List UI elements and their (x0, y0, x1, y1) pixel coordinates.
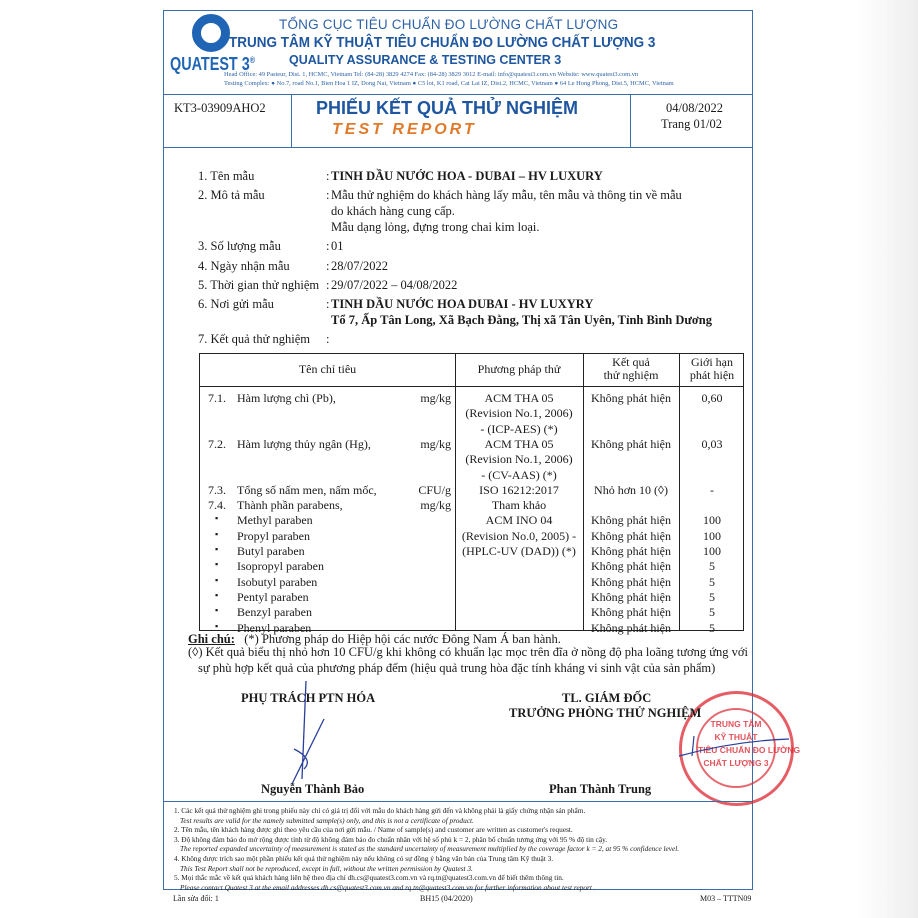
report-title-band (164, 94, 752, 148)
disclaimer-vi: 5. Mọi thắc mắc về kết quả khách hàng liên hệ theo địa chỉ dh.cs@quatest3.com.vn và rq.tn@quatest3.com.vn để biết thêm thông tin. (174, 873, 564, 883)
row-name: Hàm lượng thủy ngân (Hg), (237, 436, 371, 451)
note-2-cont: sự phù hợp kết quả của phương pháp đếm (hiệu quả trung hòa đặc tính kháng vi sinh vật của sản phẩm) (198, 661, 716, 675)
row-name: Thành phần parabens, (237, 498, 343, 513)
row-limit: 100 (703, 528, 721, 543)
stamp-text: KỸ THUẬT (714, 732, 758, 742)
bullet: ▪ (215, 559, 219, 570)
field-label: 7. Kết quả thử nghiệm (198, 332, 310, 346)
disclaimer-en: Test results are valid for the namely submitted sample(s) only, and this is not a certificate of product. (180, 815, 474, 825)
q-logo-icon (192, 14, 230, 52)
table-row (200, 406, 743, 421)
field-colon: : (326, 332, 330, 346)
field-value: Mẫu thử nghiệm do khách hàng lấy mẫu, tên mẫu và thông tin về mẫu (331, 188, 682, 202)
table-row (200, 544, 743, 559)
row-name: Propyl paraben (237, 528, 310, 543)
header-limit: Giới hạn phát hiện (689, 355, 735, 382)
row-number: 7.4. (208, 498, 226, 513)
table-row (200, 559, 743, 574)
row-result: Không phát hiện (591, 574, 671, 589)
row-name: Methyl paraben (237, 513, 313, 528)
header-method: Phương pháp thử (477, 362, 561, 376)
table-row (200, 605, 743, 620)
row-method: ISO 16212:2017 (479, 482, 559, 497)
table-row (200, 483, 743, 498)
bullet: ▪ (215, 513, 219, 524)
bullet: ▪ (215, 544, 219, 554)
row-name: Pentyl paraben (237, 589, 309, 604)
disclaimer-vi: 3. Độ không đảm bảo đo mở rộng được tính từ độ không đảm bảo đo chuẩn nhân với hệ số phủ k = 2, phân bố chuẩn tương ứng với 95 % độ tin cậy. (174, 834, 608, 844)
center-name-en: QUALITY ASSURANCE & TESTING CENTER 3 (289, 53, 562, 67)
row-unit: mg/kg (420, 391, 451, 405)
row-result: Không phát hiện (591, 391, 671, 405)
row-limit: 0,03 (701, 436, 723, 451)
row-limit: 0,60 (701, 391, 723, 405)
row-method: ACM INO 04 (485, 513, 553, 528)
row-name: Benzyl paraben (237, 605, 312, 620)
table-row (200, 575, 743, 590)
table-row (200, 513, 743, 528)
stamp-text: TRUNG TÂM (710, 719, 762, 729)
disclaimer-en: The reported expanded uncertainty of measurement is stated as the standard uncertainty of measurement multiplied by the coverage factor k = 2, at 95 % confidence level. (180, 844, 680, 854)
center-name-vi: TRUNG TÂM KỸ THUẬT TIÊU CHUẨN ĐO LƯỜNG CHẤT LƯỢNG 3 (229, 34, 656, 51)
table-row (200, 498, 743, 513)
row-limit: 5 (709, 620, 715, 635)
row-method: ACM THA 05 (484, 436, 554, 451)
table-row (200, 590, 743, 605)
bullet: ▪ (215, 589, 219, 600)
field-label: 1. Tên mẫu (198, 169, 255, 183)
field-value-line2: do khách hàng cung cấp. (331, 204, 455, 218)
page-edge-shadow (768, 0, 918, 918)
field-value-line3: Mẫu dạng lỏng, đựng trong chai kim loại. (331, 220, 540, 234)
row-name: Hàm lượng chì (Pb), (237, 391, 336, 405)
field-label: 3. Số lượng mẫu (198, 239, 281, 253)
row-number: 7.3. (208, 482, 226, 497)
report-title-vi: PHIẾU KẾT QUẢ THỬ NGHIỆM (316, 98, 578, 118)
row-name: Isopropyl paraben (237, 559, 324, 574)
field-colon: : (326, 169, 330, 183)
field-value: 29/07/2022 – 04/08/2022 (331, 278, 458, 292)
row-limit: 5 (709, 574, 715, 589)
row-method: (Revision No.0, 2005) - (461, 528, 577, 543)
left-signatory-title: PHỤ TRÁCH PTN HÓA (241, 691, 376, 705)
field-label: 2. Mô tả mẫu (198, 188, 265, 202)
row-method: ACM THA 05 (484, 391, 554, 405)
field-label: 4. Ngày nhận mẫu (198, 259, 290, 273)
row-result: Không phát hiện (591, 544, 671, 558)
row-name: Isobutyl paraben (237, 574, 318, 589)
disclaimer-en: Please contact Quatest 3 at the email addresses dh.cs@quatest3.com.vn and rq.tn@quatest3.com.vn for further information about test report . (180, 882, 596, 892)
right-signatory-dept: TRƯỞNG PHÒNG THỬ NGHIỆM (509, 706, 702, 720)
field-colon: : (326, 278, 330, 292)
row-method: (HPLC-UV (DAD)) (*) (462, 544, 576, 558)
row-unit: mg/kg (420, 436, 451, 451)
row-result: Không phát hiện (591, 513, 671, 528)
note-2: (◊) Kết quả biểu thị nhỏ hơn 10 CFU/g khi không có khuẩn lạc mọc trên đĩa ở nồng độ pha loãng tương ứng với (188, 645, 748, 659)
row-unit: mg/kg (420, 498, 451, 513)
row-limit: 100 (703, 513, 721, 528)
row-number: 7.2. (208, 436, 226, 451)
row-method: Tham khảo (491, 498, 547, 513)
head-office-address: Head Office: 49 Pasteur, Dist. 1, HCMC, Vietnam Tel: (84-28) 3829 4274 Fax: (84-28) 3829 3012 E-mail: info@quatest3.com.vn Website: www.quatest3.com.vn (224, 71, 639, 78)
bullet: ▪ (215, 620, 219, 631)
row-result: Nhỏ hơn 10 (◊) (594, 482, 668, 497)
header-result: Kết quả thử nghiệm (603, 355, 659, 382)
doc-code: M03 – TTTN09 (700, 894, 752, 903)
right-signature (674, 731, 801, 761)
page-number: Trang 01/02 (661, 117, 723, 131)
table-row (200, 437, 743, 452)
row-method: (Revision No.1, 2006) (465, 452, 573, 467)
field-value: 28/07/2022 (331, 259, 388, 273)
report-code: KT3-03909AHO2 (174, 101, 266, 115)
row-result: Không phát hiện (591, 528, 671, 543)
row-name: Phenyl paraben (237, 620, 312, 635)
table-row (200, 391, 743, 406)
revision: Lần sửa đổi: 1 (173, 894, 219, 903)
row-method: - (CV-AAS) (*) (481, 467, 557, 482)
table-row (200, 529, 743, 544)
row-limit: 5 (709, 605, 715, 620)
row-unit: CFU/g (418, 482, 451, 497)
left-signatory-name: Nguyễn Thành Bảo (261, 782, 365, 796)
header-name: Tên chỉ tiêu (298, 362, 357, 376)
row-result: Không phát hiện (591, 559, 671, 574)
field-value: TINH DẦU NƯỚC HOA - DUBAI – HV LUXURY (331, 169, 603, 183)
logo-text: QUATEST 3® (170, 54, 256, 74)
right-signatory-name: Phan Thành Trung (549, 782, 652, 796)
results-table (199, 353, 744, 635)
field-value: 01 (331, 239, 344, 253)
table-row (200, 422, 743, 437)
disclaimer-en: This Test Report shall not be reproduced, except in full, without the written permission by Quatest 3. (180, 863, 473, 873)
field-value-line2: Tổ 7, Ấp Tân Long, Xã Bạch Đằng, Thị xã Tân Uyên, Tỉnh Bình Dương (331, 313, 712, 327)
field-label: 6. Nơi gửi mẫu (198, 297, 274, 311)
stamp-text: TIÊU CHUẨN ĐO LƯỜNG (698, 745, 801, 755)
row-result: Không phát hiện (591, 589, 671, 604)
field-label: 5. Thời gian thử nghiệm (198, 278, 320, 292)
disclaimers (164, 801, 752, 891)
field-colon: : (326, 239, 330, 253)
bullet: ▪ (215, 574, 219, 585)
right-signatory-title: TL. GIÁM ĐỐC (562, 691, 652, 705)
notes: Ghi chú: (*) Phương pháp do Hiệp hội các nước Đông Nam Á ban hành. (188, 632, 561, 646)
row-result: Không phát hiện (591, 436, 671, 451)
row-limit: - (710, 482, 714, 497)
row-limit: 5 (709, 559, 715, 574)
report-date: 04/08/2022 (666, 101, 723, 115)
stamp-text: CHẤT LƯỢNG 3 (703, 758, 769, 768)
disclaimer-vi: 1. Các kết quả thử nghiệm ghi trong phiếu này chỉ có giá trị đối với mẫu do khách hàng gửi đến và không phải là giấy chứng nhận sản phẩm. (174, 806, 586, 815)
test-report-sheet (163, 10, 801, 892)
table-row (200, 468, 743, 483)
field-value: TINH DẦU NƯỚC HOA DUBAI - HV LUXYRY (331, 297, 594, 311)
row-result: Không phát hiện (591, 620, 671, 635)
row-number: 7.1. (208, 391, 226, 405)
row-name: Butyl paraben (237, 544, 305, 558)
field-colon: : (326, 259, 330, 273)
row-method: (Revision No.1, 2006) (465, 406, 573, 421)
row-limit: 100 (703, 544, 721, 558)
field-colon: : (326, 297, 330, 311)
row-result: Không phát hiện (591, 605, 671, 620)
table-row (200, 452, 743, 467)
row-limit: 5 (709, 589, 715, 604)
disclaimer-vi: 4. Không được trích sao một phần phiếu kết quả thử nghiệm này nếu không có sự đồng ý bằng văn bản của Trung tâm Kỹ thuật 3. (174, 853, 554, 863)
bullet: ▪ (215, 605, 219, 616)
agency-name: TỔNG CỤC TIÊU CHUẨN ĐO LƯỜNG CHẤT LƯỢNG (279, 17, 619, 32)
left-signature (284, 679, 334, 789)
disclaimer-vi: 2. Tên mẫu, tên khách hàng được ghi theo yêu cầu của nơi gửi mẫu. / Name of sample(s) and customer are written as customer's request. (174, 825, 573, 835)
table-header (200, 354, 743, 387)
bullet: ▪ (215, 528, 219, 539)
row-name: Tổng số nấm men, nấm mốc, (237, 482, 377, 497)
row-method: - (ICP-AES) (*) (480, 421, 558, 436)
field-colon: : (326, 188, 330, 202)
testing-complex-address: Testing Complex: ● No.7, road No.1, Bien Hoa 1 IZ, Dong Nai, Vietnam ● C5 lot, K1 road, Cat Lai IZ, Dist.2, HCMC, Vietnam ● 64 Le Hong Phong, Dist.5, HCMC, Vietnam (224, 80, 674, 87)
form-code: BH15 (04/2020) (420, 894, 473, 903)
report-title-en: TEST REPORT (332, 121, 477, 138)
